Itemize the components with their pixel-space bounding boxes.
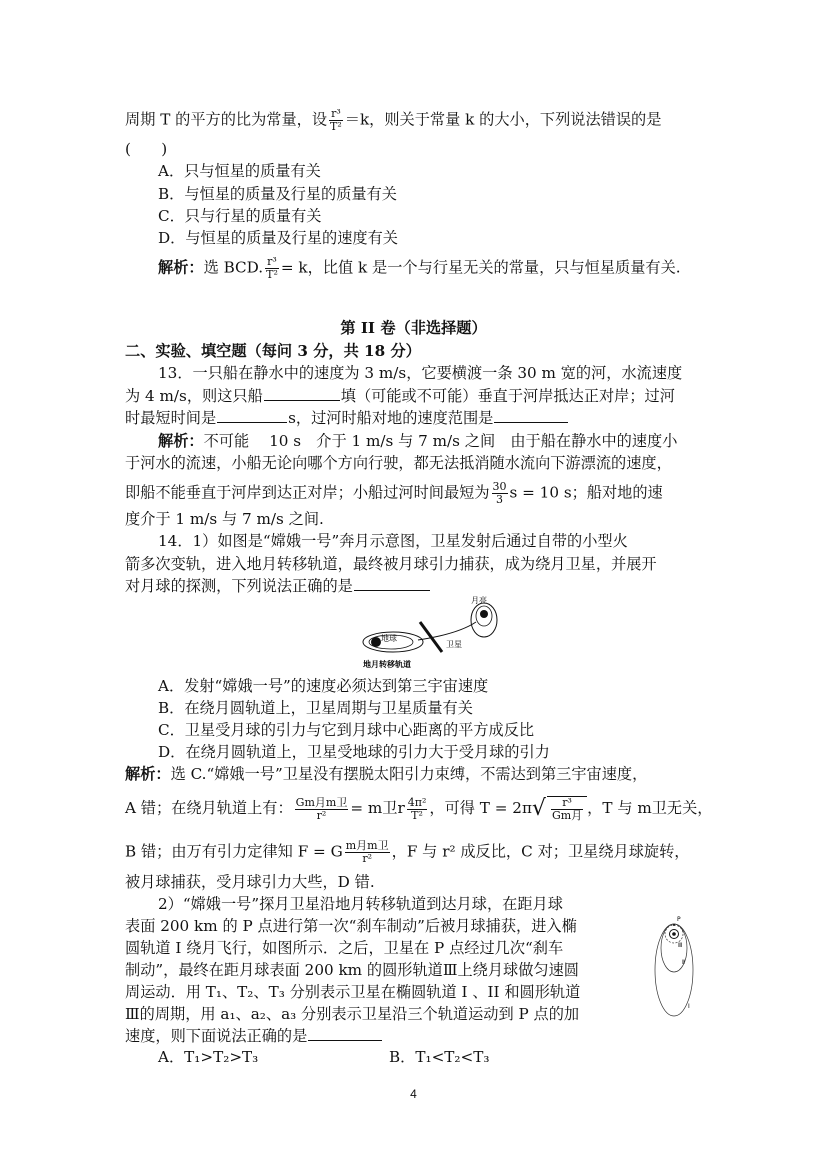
point-p-label: P	[677, 916, 681, 923]
q13-answer2: 于河水的流速，小船无论向哪个方向行驶，都无法抵消随水流向下游漂流的速度，	[125, 454, 672, 472]
moon-core-icon	[672, 932, 676, 936]
q14-part2-option-a: A．T₁>T₂>T₃	[158, 1048, 259, 1066]
satellite-icon	[420, 622, 442, 652]
sqrt-sign: √	[531, 796, 546, 821]
part-title: 第 II 卷（非选择题）	[340, 319, 487, 337]
orbit-1-label: Ⅰ	[688, 1003, 690, 1010]
q14-option-c: C．卫星受月球的引力与它到月球中心距离的平方成反比	[158, 721, 535, 739]
q13-answer4: 度介于 1 m/s 与 7 m/s 之间.	[125, 510, 324, 528]
q14-part2-line5: 周运动．用 T₁、T₂、T₃ 分别表示卫星在椭圆轨道 I 、II 和圆形轨道	[125, 983, 581, 1001]
page-number: 4	[410, 1087, 417, 1101]
moon-orbit-outer	[471, 603, 497, 637]
q12-stem-a: 周期 T 的平方的比为常量，设	[125, 110, 328, 129]
point-p-icon	[673, 924, 675, 926]
q12-answer-fraction: $\frac{\text{r³}}{\text{T²}}$	[266, 255, 278, 281]
q12-option-a: A．只与恒星的质量有关	[158, 162, 321, 180]
q14-answer3-fraction: $\frac{\text{m月m卫}}{\text{r²}}$	[345, 839, 389, 865]
q13-answer3: 即船不能垂直于河岸到达正对岸；小船过河时间最短为 $\frac{30}{3}$ s = 10 s；船对地的速	[125, 480, 663, 506]
q13-answer-fraction: $\frac{30}{3}$	[492, 480, 507, 506]
earth-icon	[371, 637, 381, 647]
q14-option-b: B．在绕月圆轨道上，卫星周期与卫星质量有关	[158, 699, 473, 717]
q14-line3: 对月球的探测，下列说法正确的是	[125, 576, 431, 596]
q14-answer1: 解析：选 C.“嫦娥一号”卫星没有摆脱太阳引力束缚，不需达到第三宇宙速度，	[125, 765, 648, 783]
q14-answer2-fraction-2: $\frac{\text{4π²}}{\text{T²}}$	[407, 795, 427, 822]
q14-answer3: B 错；由万有引力定律知 F = G $\frac{\text{m月m卫}}{\text{r²}}$ ，F 与 r² 成反比，C 对；卫星绕月球旋转，	[125, 839, 690, 865]
q14-part2-line6: Ⅲ的周期，用 a₁、a₂、a₃ 分别表示卫星沿三个轨道运动到 P 点的加	[125, 1005, 580, 1023]
q14-option-d: D．在绕月圆轨道上，卫星受地球的引力大于受月球的引力	[158, 743, 550, 761]
q12-option-b: B．与恒星的质量及行星的质量有关	[158, 185, 397, 203]
lunar-orbits-diagram	[650, 912, 710, 1022]
q14-blank-2[interactable]	[308, 1026, 382, 1041]
q12-option-c: C．只与行星的质量有关	[158, 207, 322, 225]
q14-part2-line2: 表面 200 km 的 P 点进行第一次“刹车制动”后被月球捕获，进入椭	[125, 917, 577, 935]
q12-stem-b: ＝k，则关于常量 k 的大小，下列说法错误的是	[344, 110, 662, 129]
q14-part2-line7: 速度，则下面说法正确的是	[125, 1026, 383, 1046]
section-heading: 二、实验、填空题（每问 3 分，共 18 分）	[125, 342, 421, 360]
q14-answer2-fraction-3: $\frac{\text{r³}}{\text{Gm月}}$	[551, 796, 583, 822]
q13-line2: 为 4 m/s，则这只船 填（可能或不可能）垂直于河岸抵达正对岸；过河	[125, 387, 675, 405]
moon-label: 月亮	[471, 596, 487, 605]
q12-answer-paren: ( )	[125, 140, 168, 158]
q14-answer4: 被月球捕获，受月球引力大些，D 错.	[125, 873, 375, 891]
q13-line3: 时最短时间是 s，过河时船对地的速度范围是	[125, 408, 569, 428]
satellite-label: 卫星	[446, 640, 462, 649]
q13-blank-3[interactable]	[494, 408, 568, 423]
q14-blank-1[interactable]	[354, 576, 430, 591]
q14-line2: 箭多次变轨，进入地月转移轨道，最终被月球引力捕获，成为绕月卫星，并展开	[125, 555, 657, 573]
q14-option-a: A．发射“嫦娥一号”的速度必须达到第三宇宙速度	[158, 677, 489, 695]
q12-option-d: D．与恒星的质量及行星的速度有关	[158, 229, 398, 247]
q14-part2-line1: 2）“嫦娥一号”探月卫星沿地月转移轨道到达月球，在距月球	[158, 895, 563, 913]
q14-part2-option-b: B．T₁<T₂<T₃	[389, 1048, 490, 1066]
moon-icon	[480, 610, 488, 618]
earth-moon-transfer-diagram	[358, 594, 508, 672]
q14-answer2: A 错；在绕月轨道上有： $\frac{\text{Gm月m卫}}{\text{r²}}$ = m卫r $\frac{\text{4π²}}{\text{T²}}$ ，可得 T = 2π√ $\frac{\text{r³}}{\text{Gm月}}$ ，T 与 m卫无关，	[125, 795, 713, 822]
orbit-2-label: Ⅱ	[682, 959, 685, 966]
q14-part2-line4: 制动”，最终在距月球表面 200 km 的圆形轨道Ⅲ上绕月球做匀速圆	[125, 961, 579, 979]
q12-answer: 解析：选 BCD. $\frac{\text{r³}}{\text{T²}}$ = k，比值 k 是一个与行星无关的常量，只与恒星质量有关.	[158, 255, 681, 281]
q14-part2-line3: 圆轨道 I 绕月飞行，如图所示．之后，卫星在 P 点经过几次“刹车	[125, 939, 564, 957]
q14-sqrt-content	[547, 796, 587, 822]
q12-answer-label: 解析：	[158, 258, 204, 277]
earth-label: 地球	[381, 634, 397, 643]
q12-stem-line	[125, 108, 661, 133]
q12-fraction: $\frac{\text{r³}}{\text{T²}}$	[330, 107, 342, 133]
q13-line1: 13．一只船在静水中的速度为 3 m/s，它要横渡一条 30 m 宽的河，水流速度	[158, 364, 683, 382]
q13-blank-2[interactable]	[217, 408, 287, 423]
q13-blank-1[interactable]	[264, 386, 340, 401]
q14-answer2-fraction-1: $\frac{\text{Gm月m卫}}{\text{r²}}$	[295, 795, 348, 822]
transfer-orbit-label: 地月转移轨道	[363, 660, 411, 669]
q14-line1: 14．1）如图是“嫦娥一号”奔月示意图，卫星发射后通过自带的小型火	[158, 532, 628, 550]
orbit-3-label: Ⅲ	[678, 942, 683, 949]
q13-answer1: 解析：不可能 10 s 介于 1 m/s 与 7 m/s 之间 由于船在静水中的速度小	[158, 432, 678, 450]
